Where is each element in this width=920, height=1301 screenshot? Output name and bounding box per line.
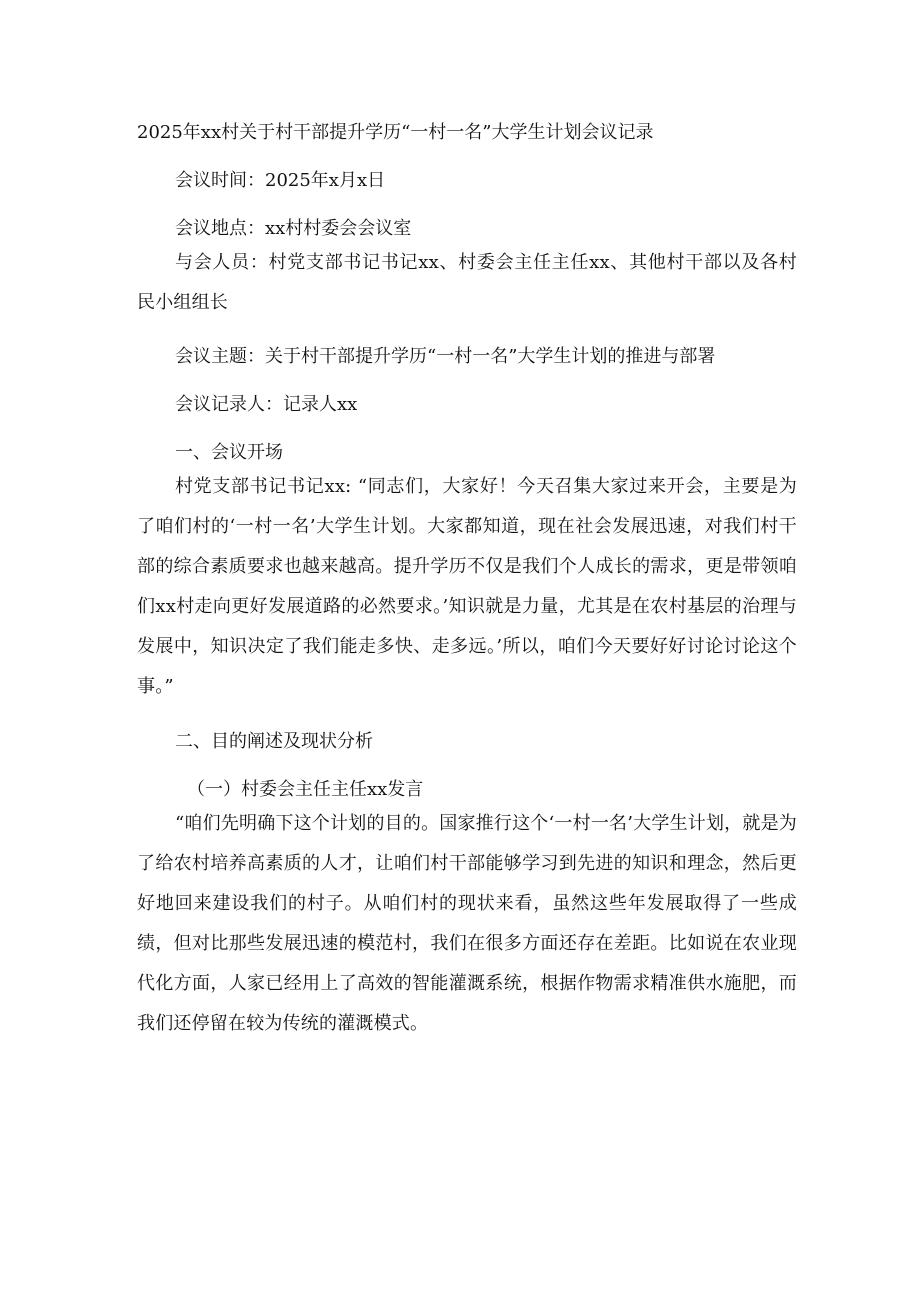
meeting-recorder: 会议记录人：记录人xx <box>175 394 358 415</box>
meeting-place: 会议地点：xx村村委会会议室 <box>175 218 412 239</box>
document-body <box>137 118 797 1044</box>
section-heading-opening: 一、会议开场 <box>175 442 283 463</box>
meeting-time: 会议时间：2025年x月x日 <box>175 170 386 191</box>
document-title: 2025年xx村关于村干部提升学历“一村一名”大学生计划会议记录 <box>137 122 654 143</box>
meeting-attendees: 与会人员：村党支部书记书记xx、村委会主任主任xx、其他村干部以及各村民小组组长 <box>137 252 797 313</box>
director-speech-paragraph: “咱们先明确下这个计划的目的。国家推行这个‘一村一名’大学生计划，就是为了给农村培养高素质的人才，让咱们村干部能够学习到先进的知识和理念，然后更好地回来建设我们的村子。从咱们村的现状来看，虽然这些年发展取得了一些成绩，但对比那些发展迅速的模范村，我们在很多方面还存在差距。比如说在农业现代化方面，人家已经用上了高效的智能灌溉系统，根据作物需求精准供水施肥，而我们还停留在较为传统的灌溉模式。 <box>137 813 797 1034</box>
section-heading-analysis: 二、目的阐述及现状分析 <box>175 731 373 752</box>
opening-paragraph: 村党支部书记书记xx: “同志们，大家好！今天召集大家过来开会，主要是为了咱们村的‘一村一名’大学生计划。大家都知道，现在社会发展迅速，对我们村干部的综合素质要求也越来越高。提升学历不仅是我们个人成长的需求，更是带领咱们xx村走向更好发展道路的必然要求。’知识就是力量，尤其是在农村基层的治理与发展中，知识决定了我们能走多快、走多远。’所以，咱们今天要好好讨论讨论这个事。” <box>137 476 797 697</box>
sub-heading-director-speech: （一）村委会主任主任xx发言 <box>187 779 424 800</box>
meeting-topic: 会议主题：关于村干部提升学历“一村一名”大学生计划的推进与部署 <box>175 346 716 367</box>
